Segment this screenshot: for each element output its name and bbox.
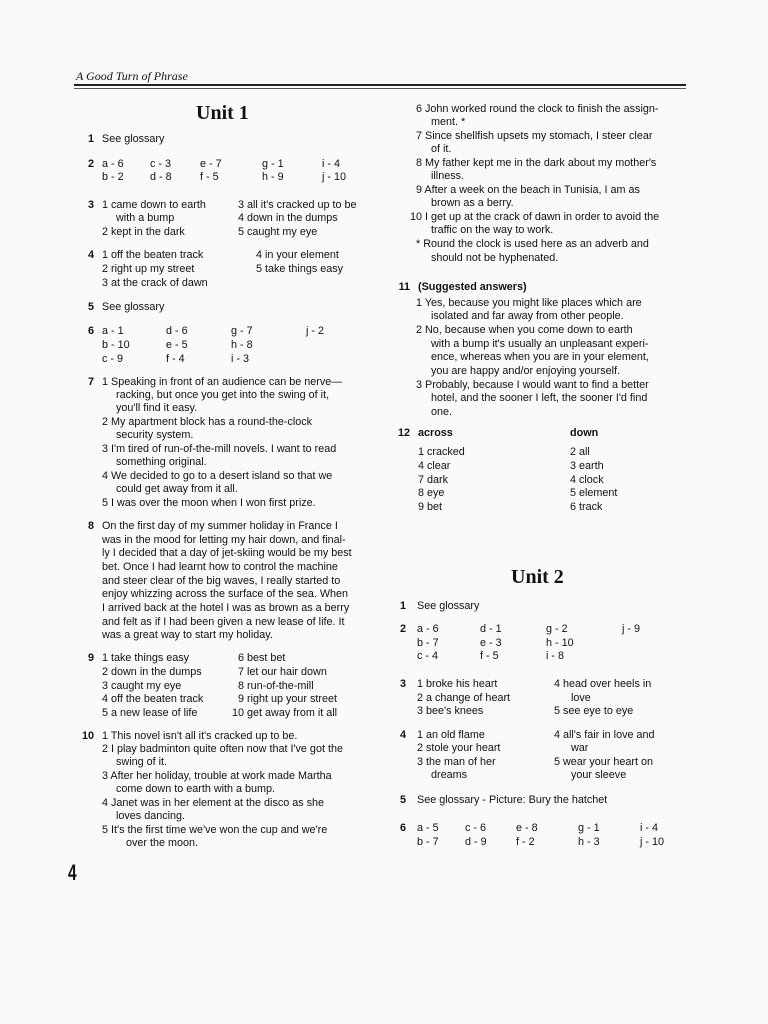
q11-line: ence, whereas when you are in your element, — [431, 351, 649, 363]
u2-q6-cell: j - 10 — [640, 836, 665, 848]
unit-2-title: Unit 2 — [511, 566, 564, 588]
u2-q2-cell: h - 10 — [546, 637, 574, 649]
q10-line: 2 I play badminton quite often now that I've got the — [102, 743, 343, 755]
q5-text: See glossary — [102, 301, 165, 313]
q2-cell: g - 1 — [262, 158, 284, 170]
u2-q3-item: love — [571, 692, 591, 704]
q7-line: security system. — [116, 429, 194, 441]
q6-cell: h - 8 — [231, 339, 253, 351]
q12-number: 12 — [397, 427, 410, 439]
u2-q3-item: 4 head over heels in — [554, 678, 652, 690]
q2-cell: a - 6 — [102, 158, 124, 170]
q10-cont-line: 8 My father kept me in the dark about my mother's — [416, 157, 657, 169]
q8-line: was a great way to start my holiday. — [102, 629, 273, 641]
q3-item: 1 came down to earth — [102, 199, 206, 211]
q10-cont-line: 10 I get up at the crack of dawn in order to avoid the — [410, 211, 660, 223]
u2-q3-item: 1 broke his heart — [417, 678, 498, 690]
q12-down-item: 6 track — [570, 501, 603, 513]
q4-item: 5 take things easy — [256, 263, 344, 275]
u2-q2-cell: f - 5 — [480, 650, 499, 662]
q9-item: 6 best bet — [238, 652, 286, 664]
q12-down-item: 2 all — [570, 446, 590, 458]
u2-q4-item: war — [571, 742, 589, 754]
q8-line: and felt as if I had been given a new lease of life. It — [102, 616, 345, 628]
q8-number: 8 — [87, 520, 94, 532]
q8-line: I arrived back at the hotel I was as brown as a berry — [102, 602, 350, 614]
q10-cont-line: of it. — [431, 143, 452, 155]
q12-down-item: 4 clock — [570, 474, 604, 486]
q2-cell: h - 9 — [262, 171, 284, 183]
q6-number: 6 — [87, 325, 94, 337]
book-title: A Good Turn of Phrase — [76, 69, 188, 83]
q10-line: 4 Janet was in her element at the disco as she — [102, 797, 325, 809]
q11-line: 2 No, because when you come down to earth — [416, 324, 633, 336]
q9-item: 2 down in the dumps — [102, 666, 202, 678]
q7-line: 4 We decided to go to a desert island so that we — [102, 470, 333, 482]
q7-number: 7 — [87, 376, 94, 388]
u2-q4-item: 5 wear your heart on — [554, 756, 654, 768]
q6-cell: j - 2 — [306, 325, 324, 337]
q2-cell: d - 8 — [150, 171, 172, 183]
u2-q6-cell: g - 1 — [578, 822, 600, 834]
q2-number: 2 — [87, 158, 94, 170]
q2-cell: f - 5 — [200, 171, 219, 183]
q10-cont-line: * Round the clock is used here as an adverb and — [416, 238, 649, 250]
q12-down-label: down — [570, 427, 599, 439]
q7-line: could get away from it all. — [116, 483, 238, 495]
q8-line: and steer clear of the big waves, I really started to — [102, 575, 341, 587]
q2-cell: e - 7 — [200, 158, 222, 170]
u2-q6-cell: e - 8 — [516, 822, 538, 834]
q10-cont-line: traffic on the way to work. — [431, 224, 554, 236]
q10-line: 3 After her holiday, trouble at work made Martha — [102, 770, 332, 782]
header-rule — [74, 84, 686, 86]
q11-number: 11 — [398, 281, 410, 293]
q10-cont-line: brown as a berry. — [431, 197, 514, 209]
u2-q2-cell: d - 1 — [480, 623, 502, 635]
q7-line: racking, but once you get into the swing of it, — [116, 389, 330, 401]
q6-cell: g - 7 — [231, 325, 253, 337]
q10-cont-line: should not be hyphenated. — [431, 252, 559, 264]
q11-line: one. — [431, 406, 453, 418]
q9-item: 10 get away from it all — [232, 707, 338, 719]
u2-q1-number: 1 — [399, 600, 406, 612]
u2-q2-number: 2 — [399, 623, 406, 635]
u2-q4-item: 3 the man of her — [417, 756, 496, 768]
q11-heading: (Suggested answers) — [418, 281, 527, 293]
u2-q6-cell: b - 7 — [417, 836, 439, 848]
u2-q2-cell: e - 3 — [480, 637, 502, 649]
u2-q2-cell: c - 4 — [417, 650, 438, 662]
u2-q6-cell: i - 4 — [640, 822, 658, 834]
q12-down-item: 5 element — [570, 487, 618, 499]
q10-line: swing of it. — [116, 756, 168, 768]
q10-line: over the moon. — [126, 837, 199, 849]
q6-cell: b - 10 — [102, 339, 130, 351]
q7-line: 2 My apartment block has a round-the-clock — [102, 416, 313, 428]
q12-across-item: 8 eye — [418, 487, 445, 499]
q3-number: 3 — [87, 199, 94, 211]
q4-number: 4 — [87, 249, 94, 261]
q12-across-item: 9 bet — [418, 501, 443, 513]
q10-cont-line: illness. — [431, 170, 465, 182]
u2-q4-number: 4 — [399, 729, 406, 741]
u2-q5-text: See glossary - Picture: Bury the hatchet — [417, 794, 608, 806]
q1-number: 1 — [87, 133, 94, 145]
u2-q5-number: 5 — [399, 794, 406, 806]
u2-q2-cell: j - 9 — [622, 623, 640, 635]
q7-line: 5 I was over the moon when I won first prize. — [102, 497, 316, 509]
q11-line: isolated and far away from other people. — [431, 310, 624, 322]
q8-line: was in the mood for letting my hair down, and final- — [102, 534, 346, 546]
q10-cont-line: ment. * — [431, 116, 466, 128]
header-rule-thin — [74, 88, 686, 89]
q9-number: 9 — [87, 652, 94, 664]
q6-cell: i - 3 — [231, 353, 249, 365]
q11-line: you are happy and/or enjoying yourself. — [431, 365, 621, 377]
q6-cell: a - 1 — [102, 325, 124, 337]
q10-cont-line: 9 After a week on the beach in Tunisia, I am as — [416, 184, 640, 196]
q7-line: 1 Speaking in front of an audience can be nerve— — [102, 376, 343, 388]
q12-down-item: 3 earth — [570, 460, 604, 472]
q4-item: 1 off the beaten track — [102, 249, 204, 261]
q9-item: 1 take things easy — [102, 652, 190, 664]
q8-line: bet. Once I had learnt how to control the machine — [102, 561, 338, 573]
u2-q6-cell: c - 6 — [465, 822, 486, 834]
q8-line: enjoy whizzing across the surface of the sea. When — [102, 588, 349, 600]
u2-q6-cell: a - 5 — [417, 822, 439, 834]
u2-q2-cell: i - 8 — [546, 650, 564, 662]
q4-item: 3 at the crack of dawn — [102, 277, 208, 289]
q10-cont-line: 7 Since shellfish upsets my stomach, I steer clear — [416, 130, 653, 142]
q10-line: come down to earth with a bump. — [116, 783, 276, 795]
q3-item: 2 kept in the dark — [102, 226, 185, 238]
q3-item: with a bump — [116, 212, 175, 224]
q11-line: 3 Probably, because I would want to find a better — [416, 379, 649, 391]
q7-line: something original. — [116, 456, 207, 468]
q8-line: ly I decided that a day of jet-skiing would be my best — [102, 547, 352, 559]
u2-q2-cell: b - 7 — [417, 637, 439, 649]
q4-item: 2 right up my street — [102, 263, 195, 275]
u2-q4-item: dreams — [431, 769, 468, 781]
q3-item: 3 all it's cracked up to be — [238, 199, 357, 211]
u2-q4-item: 1 an old flame — [417, 729, 485, 741]
u2-q1-text: See glossary — [417, 600, 480, 612]
q7-line: 3 I'm tired of run-of-the-mill novels. I want to read — [102, 443, 337, 455]
u2-q6-cell: h - 3 — [578, 836, 600, 848]
page-number: 4 — [68, 860, 77, 885]
u2-q2-cell: g - 2 — [546, 623, 568, 635]
q10-cont-line: 6 John worked round the clock to finish the assign- — [416, 103, 659, 115]
q10-line: 1 This novel isn't all it's cracked up to be. — [102, 730, 298, 742]
u2-q4-item: your sleeve — [571, 769, 627, 781]
q2-cell: c - 3 — [150, 158, 171, 170]
q9-item: 8 run-of-the-mill — [238, 680, 314, 692]
q12-across-item: 7 dark — [418, 474, 449, 486]
q6-cell: f - 4 — [166, 353, 185, 365]
q2-cell: b - 2 — [102, 171, 124, 183]
q10-line: 5 It's the first time we've won the cup and we're — [102, 824, 328, 836]
u2-q6-cell: f - 2 — [516, 836, 535, 848]
q10-line: loves dancing. — [116, 810, 186, 822]
q9-item: 9 right up your street — [238, 693, 338, 705]
q3-item: 5 caught my eye — [238, 226, 318, 238]
q11-line: with a bump it's usually an unpleasant experi- — [431, 338, 649, 350]
u2-q3-number: 3 — [399, 678, 406, 690]
u2-q2-cell: a - 6 — [417, 623, 439, 635]
q9-item: 3 caught my eye — [102, 680, 182, 692]
q4-item: 4 in your element — [256, 249, 339, 261]
q6-cell: d - 6 — [166, 325, 188, 337]
q8-line: On the first day of my summer holiday in France I — [102, 520, 338, 532]
u2-q4-item: 2 stole your heart — [417, 742, 501, 754]
q9-item: 7 let our hair down — [238, 666, 327, 678]
q11-line: 1 Yes, because you might like places which are — [416, 297, 642, 309]
q12-across-item: 1 cracked — [418, 446, 465, 458]
q11-line: hotel, and the sooner I left, the sooner I'd find — [431, 392, 648, 404]
q6-cell: e - 5 — [166, 339, 188, 351]
q9-item: 5 a new lease of life — [102, 707, 198, 719]
u2-q3-item: 3 bee's knees — [417, 705, 484, 717]
u2-q3-item: 2 a change of heart — [417, 692, 511, 704]
q12-across-item: 4 clear — [418, 460, 451, 472]
q3-item: 4 down in the dumps — [238, 212, 338, 224]
unit-1-title: Unit 1 — [196, 102, 249, 124]
u2-q6-number: 6 — [399, 822, 406, 834]
q2-cell: j - 10 — [322, 171, 347, 183]
q1-text: See glossary — [102, 133, 165, 145]
u2-q4-item: 4 all's fair in love and — [554, 729, 655, 741]
u2-q3-item: 5 see eye to eye — [554, 705, 634, 717]
q9-item: 4 off the beaten track — [102, 693, 204, 705]
q12-across-label: across — [418, 427, 453, 439]
q2-cell: i - 4 — [322, 158, 340, 170]
q6-cell: c - 9 — [102, 353, 123, 365]
q5-number: 5 — [87, 301, 94, 313]
q10-number: 10 — [81, 730, 94, 742]
q7-line: you'll find it easy. — [116, 402, 198, 414]
u2-q6-cell: d - 9 — [465, 836, 487, 848]
